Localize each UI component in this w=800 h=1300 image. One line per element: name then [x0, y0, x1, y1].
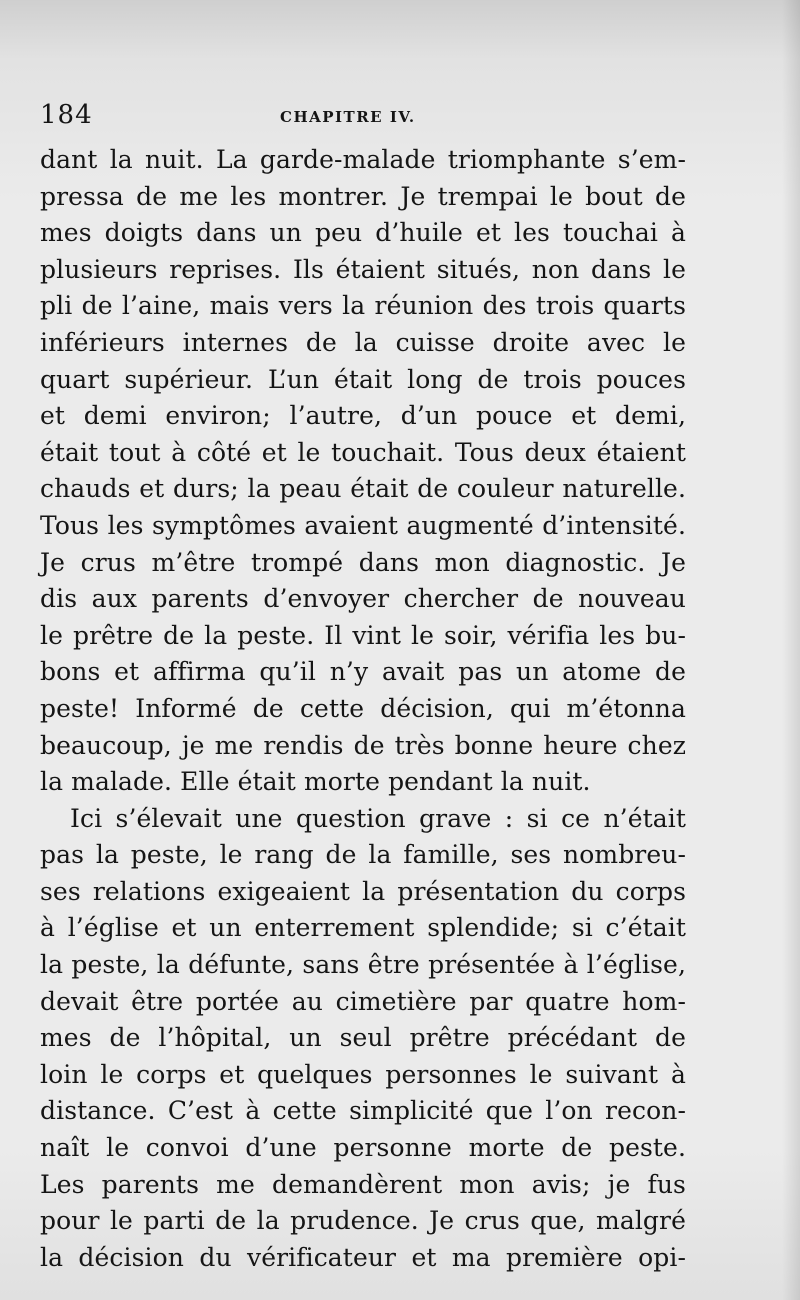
- text-line: et demi environ; l’autre, d’un pouce et demi,: [40, 401, 686, 431]
- text-line: naît le convoi d’une personne morte de peste.: [40, 1133, 686, 1163]
- text-line: devait être portée au cimetière par quatre hom-: [40, 986, 686, 1016]
- running-head: CHAPITRE IV.: [280, 108, 416, 126]
- text-line: dis aux parents d’envoyer chercher de nouveau: [40, 584, 686, 614]
- text-line: dant la nuit. La garde-malade triomphante s’em-: [40, 145, 686, 174]
- text-line: Je crus m’être trompé dans mon diagnostic. Je: [40, 547, 686, 577]
- text-line: ses relations exigeaient la présentation du corps: [40, 876, 686, 906]
- text-line: peste! Informé de cette décision, qui m’étonna: [40, 693, 686, 723]
- text-line: le prêtre de la peste. Il vint le soir, vérifia les bu-: [40, 620, 686, 650]
- text-line: beaucoup, je me rendis de très bonne heure chez: [40, 730, 686, 760]
- page-number: 184: [40, 100, 93, 130]
- text-line: Tous les symptômes avaient augmenté d’intensité.: [40, 510, 686, 540]
- text-line: la peste, la défunte, sans être présentée à l’église,: [40, 950, 686, 980]
- text-line: pressa de me les montrer. Je trempai le bout de: [40, 181, 686, 211]
- paragraph-2: [40, 801, 686, 1277]
- text-line: la décision du vérificateur et ma première opi-: [40, 1242, 686, 1272]
- body-text: [40, 142, 686, 1276]
- text-line: la malade. Elle était morte pendant la nuit.: [40, 767, 591, 797]
- text-line: était tout à côté et le touchait. Tous deux étaient: [40, 437, 686, 467]
- page-header: [40, 100, 680, 140]
- text-line: mes de l’hôpital, un seul prêtre précédant de: [40, 1023, 686, 1053]
- text-line: loin le corps et quelques personnes le suivant à: [40, 1059, 686, 1089]
- text-line: inférieurs internes de la cuisse droite avec le: [40, 327, 686, 357]
- text-line: chauds et durs; la peau était de couleur naturelle.: [40, 474, 686, 504]
- paragraph-1: [40, 142, 686, 801]
- text-line: distance. C’est à cette simplicité que l’on recon-: [40, 1096, 686, 1126]
- page-edge-shadow: [782, 0, 800, 1300]
- text-line: bons et affirma qu’il n’y avait pas un atome de: [40, 657, 686, 687]
- text-line: plusieurs reprises. Ils étaient situés, non dans le: [40, 254, 686, 284]
- text-line: pas la peste, le rang de la famille, ses nombreu-: [40, 840, 686, 870]
- text-line: pli de l’aine, mais vers la réunion des trois quarts: [40, 291, 686, 321]
- text-line: Les parents me demandèrent mon avis; je fus: [40, 1169, 686, 1199]
- text-line: à l’église et un enterrement splendide; si c’était: [40, 913, 686, 943]
- text-line: pour le parti de la prudence. Je crus que, malgré: [40, 1206, 686, 1236]
- text-line: mes doigts dans un peu d’huile et les touchai à: [40, 218, 686, 248]
- text-line: Ici s’élevait une question grave : si ce n’était: [70, 803, 686, 833]
- text-line: quart supérieur. L’un était long de trois pouces: [40, 364, 686, 394]
